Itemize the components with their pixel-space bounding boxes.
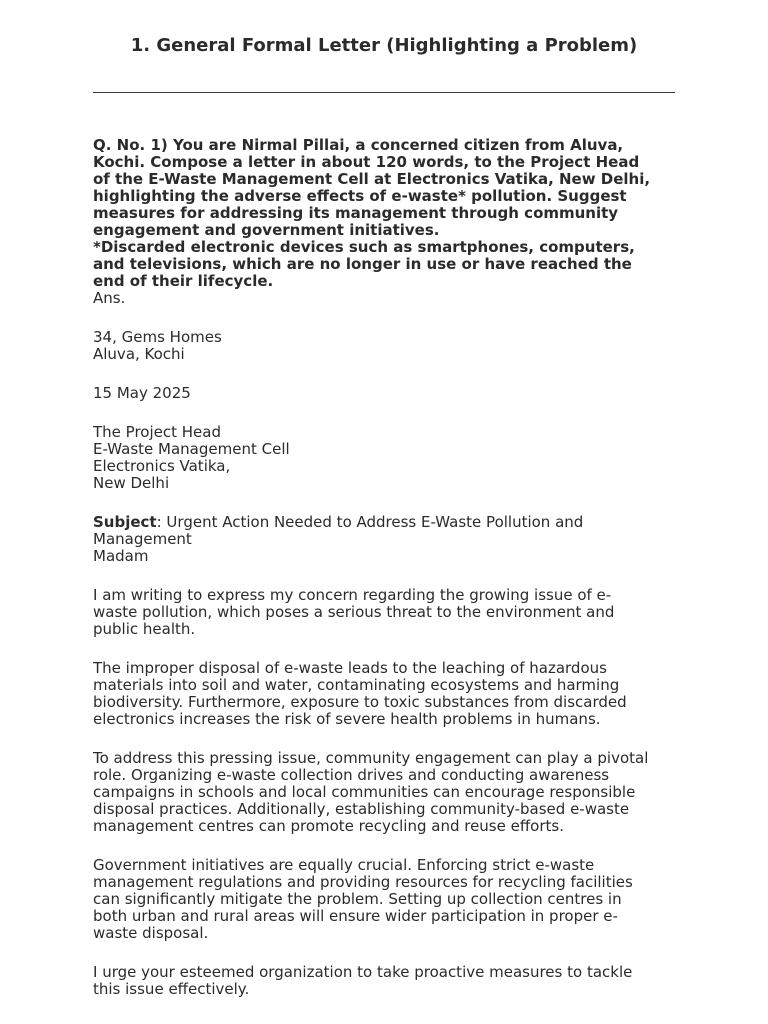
subject-line-continued: Management: [93, 530, 192, 548]
body-line: public health.: [93, 620, 196, 638]
body-line: The improper disposal of e-waste leads to the leaching of hazardous: [93, 659, 607, 677]
body-line: both urban and rural areas will ensure wider participation in proper e-: [93, 907, 618, 925]
body-line: materials into soil and water, contaminating ecosystems and harming: [93, 676, 620, 694]
salutation: Madam: [93, 547, 149, 565]
body-line: To address this pressing issue, community engagement can play a pivotal: [93, 749, 649, 767]
body-line: management centres can promote recycling and reuse efforts.: [93, 817, 564, 835]
sender-address-line: Aluva, Kochi: [93, 345, 185, 363]
body-line: Government initiatives are equally crucial. Enforcing strict e-waste: [93, 856, 595, 874]
sender-address-line: 34, Gems Homes: [93, 328, 222, 346]
body-line: biodiversity. Furthermore, exposure to toxic substances from discarded: [93, 693, 627, 711]
subject-label: Subject: [93, 513, 157, 531]
subject-line: [93, 514, 583, 531]
body-line: role. Organizing e-waste collection drives and conducting awareness: [93, 766, 610, 784]
receiver-address-line: Electronics Vatika,: [93, 457, 231, 475]
answer-label: Ans.: [93, 289, 126, 307]
question-line: and televisions, which are no longer in use or have reached the: [93, 255, 632, 273]
body-line: disposal practices. Additionally, establishing community-based e-waste: [93, 800, 630, 818]
receiver-address-line: E-Waste Management Cell: [93, 440, 290, 458]
receiver-address-line: New Delhi: [93, 474, 170, 492]
body-line: electronics increases the risk of severe health problems in humans.: [93, 710, 601, 728]
question-line: engagement and government initiatives.: [93, 221, 440, 239]
body-line: waste disposal.: [93, 924, 209, 942]
body-line: management regulations and providing resources for recycling facilities: [93, 873, 633, 891]
body-line: waste pollution, which poses a serious threat to the environment and: [93, 603, 615, 621]
receiver-address-line: The Project Head: [93, 423, 221, 441]
letter-date: 15 May 2025: [93, 384, 191, 402]
subject-text: : Urgent Action Needed to Address E-Waste Pollution and: [156, 513, 584, 531]
page-title: 1. General Formal Letter (Highlighting a Problem): [130, 35, 638, 56]
question-line: of the E-Waste Management Cell at Electronics Vatika, New Delhi,: [93, 170, 651, 188]
question-line: Q. No. 1) You are Nirmal Pillai, a concerned citizen from Aluva,: [93, 136, 624, 154]
title-divider: [93, 92, 675, 93]
question-line: *Discarded electronic devices such as smartphones, computers,: [93, 238, 635, 256]
question-line: Kochi. Compose a letter in about 120 words, to the Project Head: [93, 153, 640, 171]
question-line: highlighting the adverse effects of e-waste* pollution. Suggest: [93, 187, 627, 205]
body-line: this issue effectively.: [93, 980, 250, 998]
question-line: end of their lifecycle.: [93, 272, 274, 290]
body-line: campaigns in schools and local communities can encourage responsible: [93, 783, 636, 801]
body-line: I urge your esteemed organization to take proactive measures to tackle: [93, 963, 633, 981]
question-line: measures for addressing its management through community: [93, 204, 619, 222]
body-line: can significantly mitigate the problem. Setting up collection centres in: [93, 890, 622, 908]
body-line: I am writing to express my concern regarding the growing issue of e-: [93, 586, 612, 604]
